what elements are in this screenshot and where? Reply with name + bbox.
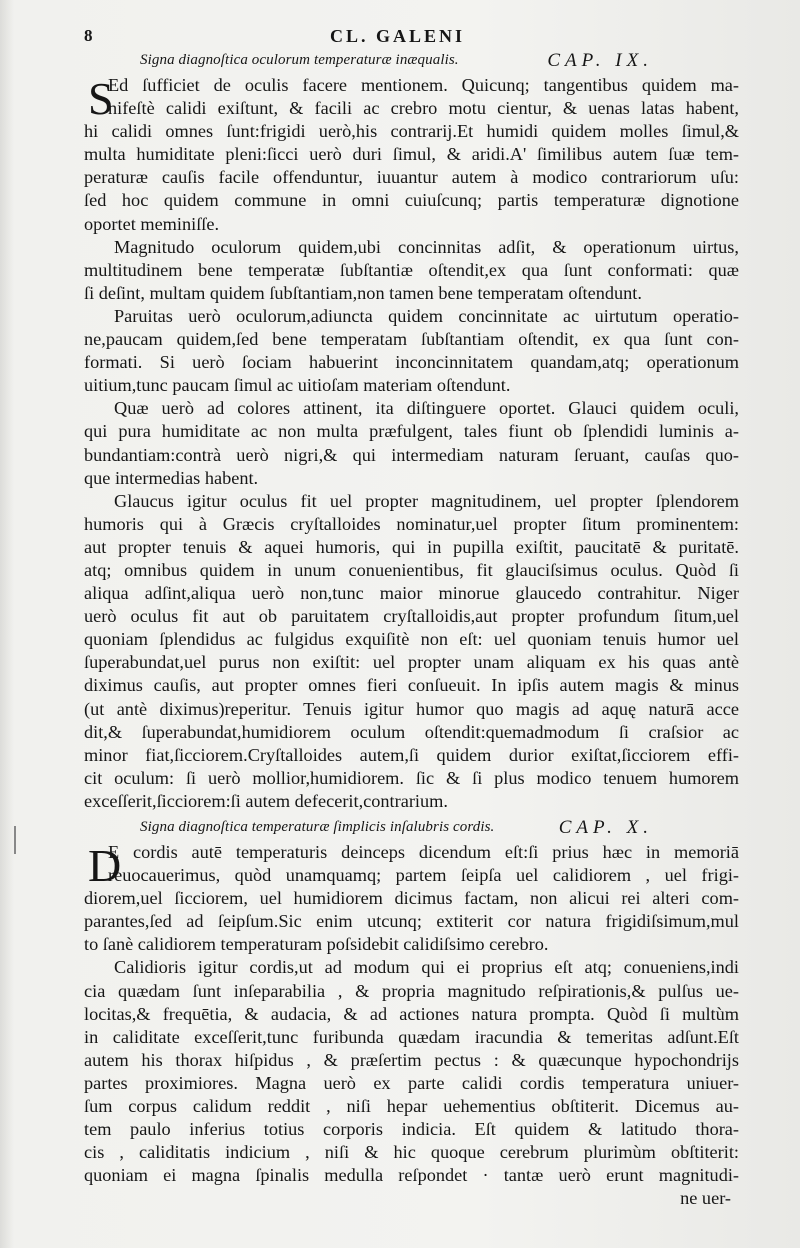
text-line: Magnitudo oculorum quidem,ubi concinnitas adſit, & operationum uirtus,: [114, 236, 739, 257]
text-line: cia quædam ſunt inſeparabilia , & propria magnitudo reſpirationis,& pulſus ue-: [84, 980, 739, 1001]
text-line: aliqua adſint,aliqua uerò non,tunc maior minorue glaucedo contrahitur. Niger: [84, 583, 739, 604]
text-line: reuocauerimus, quòd unamquamq; partem ſeipſa uel calidiorem , uel frigi-: [108, 865, 739, 886]
text-line: humoris qui à Græcis cryſtalloides nominatur,uel propter ſitum prominentem:: [84, 513, 739, 534]
drop-cap: D: [88, 840, 122, 891]
text-line: partes proximiores. Magna uerò ex parte calidi cordis temperatura uniuer-: [84, 1072, 739, 1093]
text-line: Quæ uerò ad colores attinent, ita diſtinguere oportet. Glauci quidem oculi,: [114, 398, 739, 419]
text-line: to ſanè calidiorem temperaturam poſsidebit calidiſsimo cerebro.: [84, 934, 549, 955]
paragraph: [84, 397, 739, 489]
catchword: ne uer-: [680, 1188, 731, 1209]
text-line: cis , caliditatis indicium , niſi & hic quoque cerebrum plurimùm obſtiterit:: [84, 1142, 739, 1163]
text-line: locitas,& frequētia, & audacia, & ad actiones natura prompta. Quòd ſi multùm: [84, 1003, 739, 1024]
text-line: uerò oculus fit aut ob paruitatem cryſtalloidis,aut propter profundum ſitum,uel: [84, 606, 739, 627]
text-line: tem paulo inferius totius corporis indicia. Eſt quidem & latitudo thora-: [84, 1119, 739, 1140]
text-line: multitudinem bene temperatæ ſubſtantiæ oſtendit,ex qua ſunt conformati: quæ: [84, 259, 739, 280]
text-line: oportet meminiſſe.: [84, 213, 220, 234]
body-text: [84, 48, 739, 1211]
text-line: in caliditate exceſſerit,tunc furibunda quædam iracundia & temeritas adſunt.Eſt: [84, 1026, 739, 1047]
text-line: Ed ſufficiet de oculis facere mentionem. Quicunq; tangentibus quidem ma-: [108, 75, 739, 95]
text-line: aut propter tenuis & aquei humoris, qui in pupilla exiſtit, paucitatē & puritatē.: [84, 536, 739, 557]
text-line: ſi deſint, multam quidem ſubſtantiam,non tamen bene temperatam oſtendunt.: [84, 282, 642, 303]
text-line: Paruitas uerò oculorum,adiuncta quidem concinnitate ac uirtutum operatio-: [114, 305, 739, 326]
text-line: ne,paucam quidem,ſed bene temperatam ſubſtantiam oſtendit, ex qua ſunt con-: [84, 329, 739, 350]
text-line: minor fiat,ſicciorem.Cryſtalloides autem,ſi quidem durior exiſtat,ſicciorem effi-: [84, 744, 739, 765]
chapter-heading: [84, 815, 739, 841]
text-line: bundantiam:contrà uerò nigri,& qui intermediam naturam ſeruant, cauſas quo-: [84, 444, 739, 465]
chapter-title: Signa diagnoſtica oculorum temperaturæ inæqualis.: [140, 52, 459, 68]
text-line: Calidioris igitur cordis,ut ad modum qui ei proprius eſt atq; conueniens,indi: [114, 957, 739, 978]
text-line: ſum corpus calidum reddit , niſi hepar uehementius obſtiterit. Dicemus au-: [84, 1096, 739, 1117]
text-line: (ut antè diximus)reperitur. Tenuis igitur humor quo magis ad aquę naturā acce: [84, 698, 739, 719]
text-line: Glaucus igitur oculus fit uel propter magnitudinem, uel propter ſplendorem: [114, 490, 739, 511]
paragraph: [84, 956, 739, 1210]
page-number: 8: [84, 26, 93, 45]
margin-mark: [14, 826, 16, 854]
text-line: ſuperabundat,uel purus non exiſtit: uel propter unam aliquam ex his quas antè: [84, 652, 739, 673]
text-line: uitium,tunc paucam ſimul ac uitioſam materiam oſtendunt.: [84, 375, 511, 396]
paragraph: [84, 236, 739, 305]
text-line: quoniam ei magna ſpinalis medulla reſpondet · tantæ uerò erunt magnitudi-: [84, 1165, 739, 1186]
text-line: diorem,uel ſicciorem, uel humidiorem dicimus factam, non alicui rei alteri com-: [84, 888, 739, 909]
text-line: dit,& ſuperabundat,humidiorem oculum oſtendit:quemadmodum ſi craſsior ac: [84, 721, 739, 742]
paragraph: [84, 74, 739, 236]
text-line: formati. Si uerò ſociam habuerint inconcinnitatem quandam,atq; operationum: [84, 352, 739, 373]
text-line: hi calidi omnes ſunt:frigidi uerò,his contrarij.Et humidi quidem molles ſimul,&: [84, 121, 739, 142]
chapter-number: CAP. X.: [558, 817, 653, 838]
paragraph: [84, 490, 739, 813]
text-line: peraturæ cauſis facile offenduntur, iuuantur autem à modico contrariorum uſu:: [84, 167, 739, 188]
text-line: multa humiditate pleni:ſicci uerò duri ſimul, & aridi.A' ſimilibus autem ſuæ tem-: [84, 144, 739, 165]
chapter-heading: [84, 48, 739, 74]
text-line: ſed hoc quidem commune in omni cuiuſcunq; partis temperaturæ dignotione: [84, 190, 739, 211]
chapter-title: Signa diagnoſtica temperaturæ ſimplicis inſalubris cordis.: [140, 819, 495, 835]
text-line: exceſſerit,ſicciorem:ſi autem defecerit,contrarium.: [84, 790, 448, 811]
paragraph: [84, 305, 739, 397]
paragraph: [84, 841, 739, 956]
text-line: qui pura humiditate ac non multa præfulgent, tales fiunt ob ſplendidi luminis a-: [84, 421, 739, 442]
text-line: E cordis autē temperaturis deinceps dicendum eſt:ſi prius hæc in memoriā: [108, 842, 739, 862]
text-line: diximus cauſis, aut propter omnes fieri conſueuit. In ipſis autem magis & minus: [84, 675, 739, 696]
text-line: que intermedias habent.: [84, 467, 259, 488]
text-line: parantes,ſed ad ſeipſum.Sic enim utcunq; extiterit cor natura frigidiſsimum,mul: [84, 911, 739, 932]
text-line: atq; omnibus quidem in unum conuenientibus, fit glauciſsimus oculus. Quòd ſi: [84, 559, 739, 580]
text-line: cit oculum: ſi uerò mollior,humidiorem. ſic & ſi plus modico tenuem humorem: [84, 767, 739, 788]
drop-cap: S: [88, 73, 114, 124]
running-head: CL. GALENI: [330, 26, 466, 46]
text-line: nifeſtè calidi exiſtunt, & facili ac crebro motu cientur, & uenas latas habent,: [108, 98, 739, 119]
text-line: autem his thorax hiſpidus , & præſertim pectus : & quæcunque hypochondrijs: [84, 1049, 739, 1070]
text-line: quoniam ſplendidus ac fulgidus exquiſitè non eſt: uel quoniam tenuis humor uel: [84, 629, 739, 650]
chapter-number: CAP. IX.: [547, 50, 653, 71]
